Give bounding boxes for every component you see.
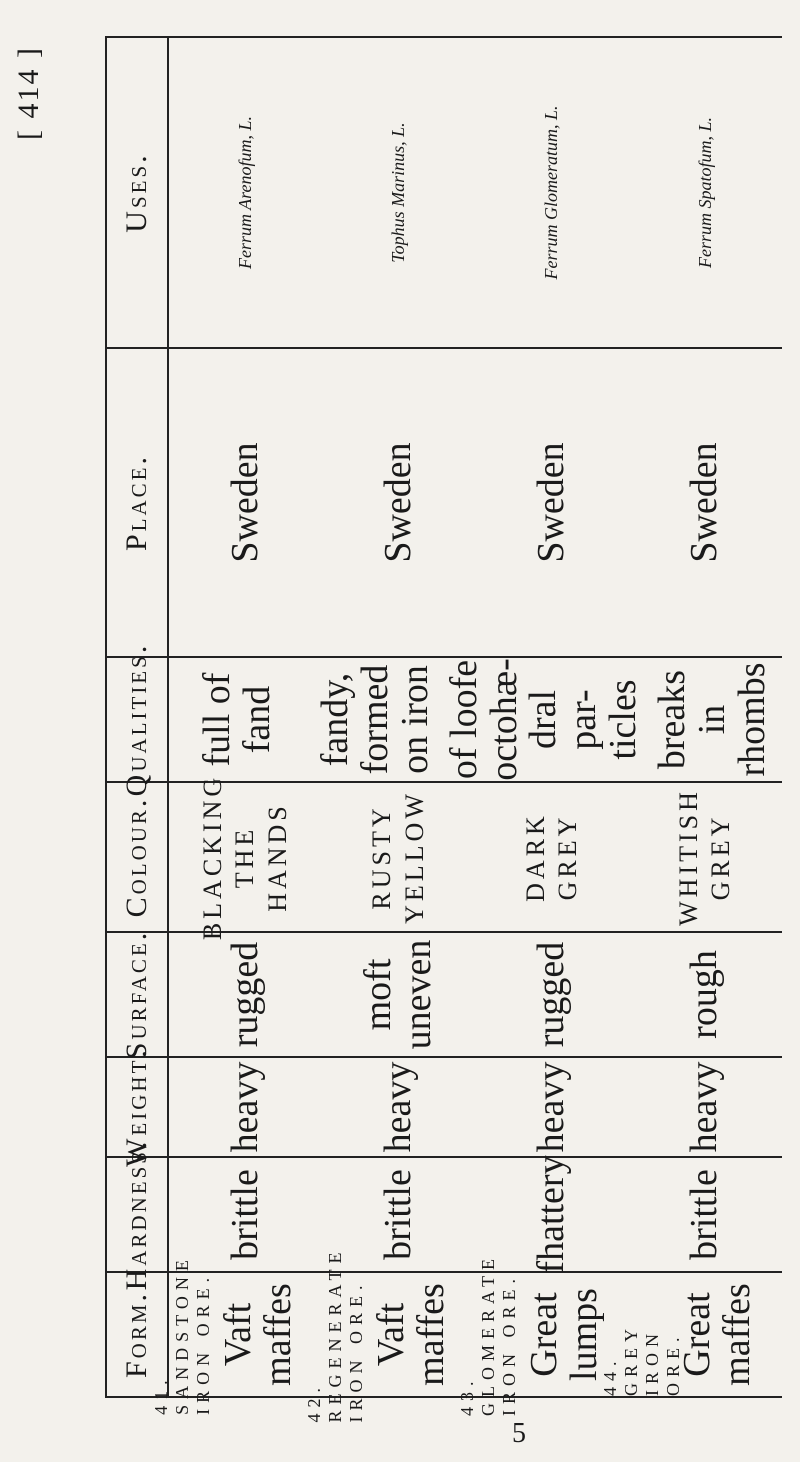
weight-cell: heavy [223,1061,266,1153]
form-column [107,1246,782,1423]
weight-cell: heavy [376,1061,419,1153]
uses-header: Uses. [107,38,169,347]
qualities-cell: full of fand [196,672,278,767]
place-cell: Sweden [376,442,419,563]
weight-header: Weight. [107,1058,169,1156]
ore-title: 44. GREY IRON ORE. [599,1323,683,1396]
place-header: Place. [107,349,169,656]
uses-cell: Ferrum Spatofum, L. [694,117,715,269]
place-column [107,347,782,656]
hardness-column [107,1138,782,1291]
footer-number: 5 [512,1418,526,1449]
place-cell: Sweden [530,442,573,563]
ore-title: 41. SANDSTONE IRON ORE. [150,1254,213,1415]
weight-cell: heavy [530,1061,573,1153]
qualities-cell: breaks in rhombs [651,662,773,777]
colour-cell: DARK GREY [520,812,583,902]
colour-cell: BLACKING THE HANDS [197,773,292,941]
place-cell: Sweden [683,442,726,563]
hardness-cell: fhattery [530,1155,573,1274]
colour-cell: RUSTY YELLOW [367,790,429,924]
qualities-column [107,642,782,797]
surface-cell: rugged [223,941,266,1048]
ore-title: 42. REGENERATE IRON ORE. [303,1246,366,1423]
place-uses-column [107,36,782,656]
colour-header: Colour. [107,783,169,931]
form-cell: Great lumps [523,1288,606,1381]
surface-header: Surface. [107,933,169,1056]
page-number: [ 414 ] [12,46,45,140]
colour-column [107,773,782,941]
ore-title: 43. GLOMERATE IRON ORE. [457,1253,519,1416]
hardness-cell: brittle [376,1169,419,1260]
qualities-cell: of loofe octohæ-dral par-ticles [442,658,645,781]
form-header: Form. [107,1273,169,1396]
qualities-cell: fandy, formed on iron [313,664,436,775]
weight-column [107,1047,782,1167]
surface-cell: rough [683,950,726,1039]
colour-cell: WHITISH GREY [673,788,736,926]
form-cell: Vaft maffes [369,1283,452,1386]
qualities-header: Qualities. [107,658,169,781]
surface-column [107,929,782,1060]
hardness-header: Hardness. [107,1158,169,1271]
surface-cell: rugged [530,941,573,1048]
hardness-cell: brittle [223,1169,266,1260]
place-cell: Sweden [223,442,266,563]
ore-table [105,36,782,1423]
weight-cell: heavy [683,1061,726,1153]
uses-cell: Ferrum Glomeratum, L. [541,105,562,280]
uses-column [107,38,782,347]
form-cell: Great maffes [676,1283,759,1386]
hardness-cell: brittle [683,1169,726,1260]
surface-cell: moft uneven [356,939,439,1050]
uses-cell: Tophus Marinus, L. [388,122,409,263]
uses-cell: Ferrum Arenofum, L. [234,116,255,269]
form-cell: Vaft maffes [216,1283,299,1386]
